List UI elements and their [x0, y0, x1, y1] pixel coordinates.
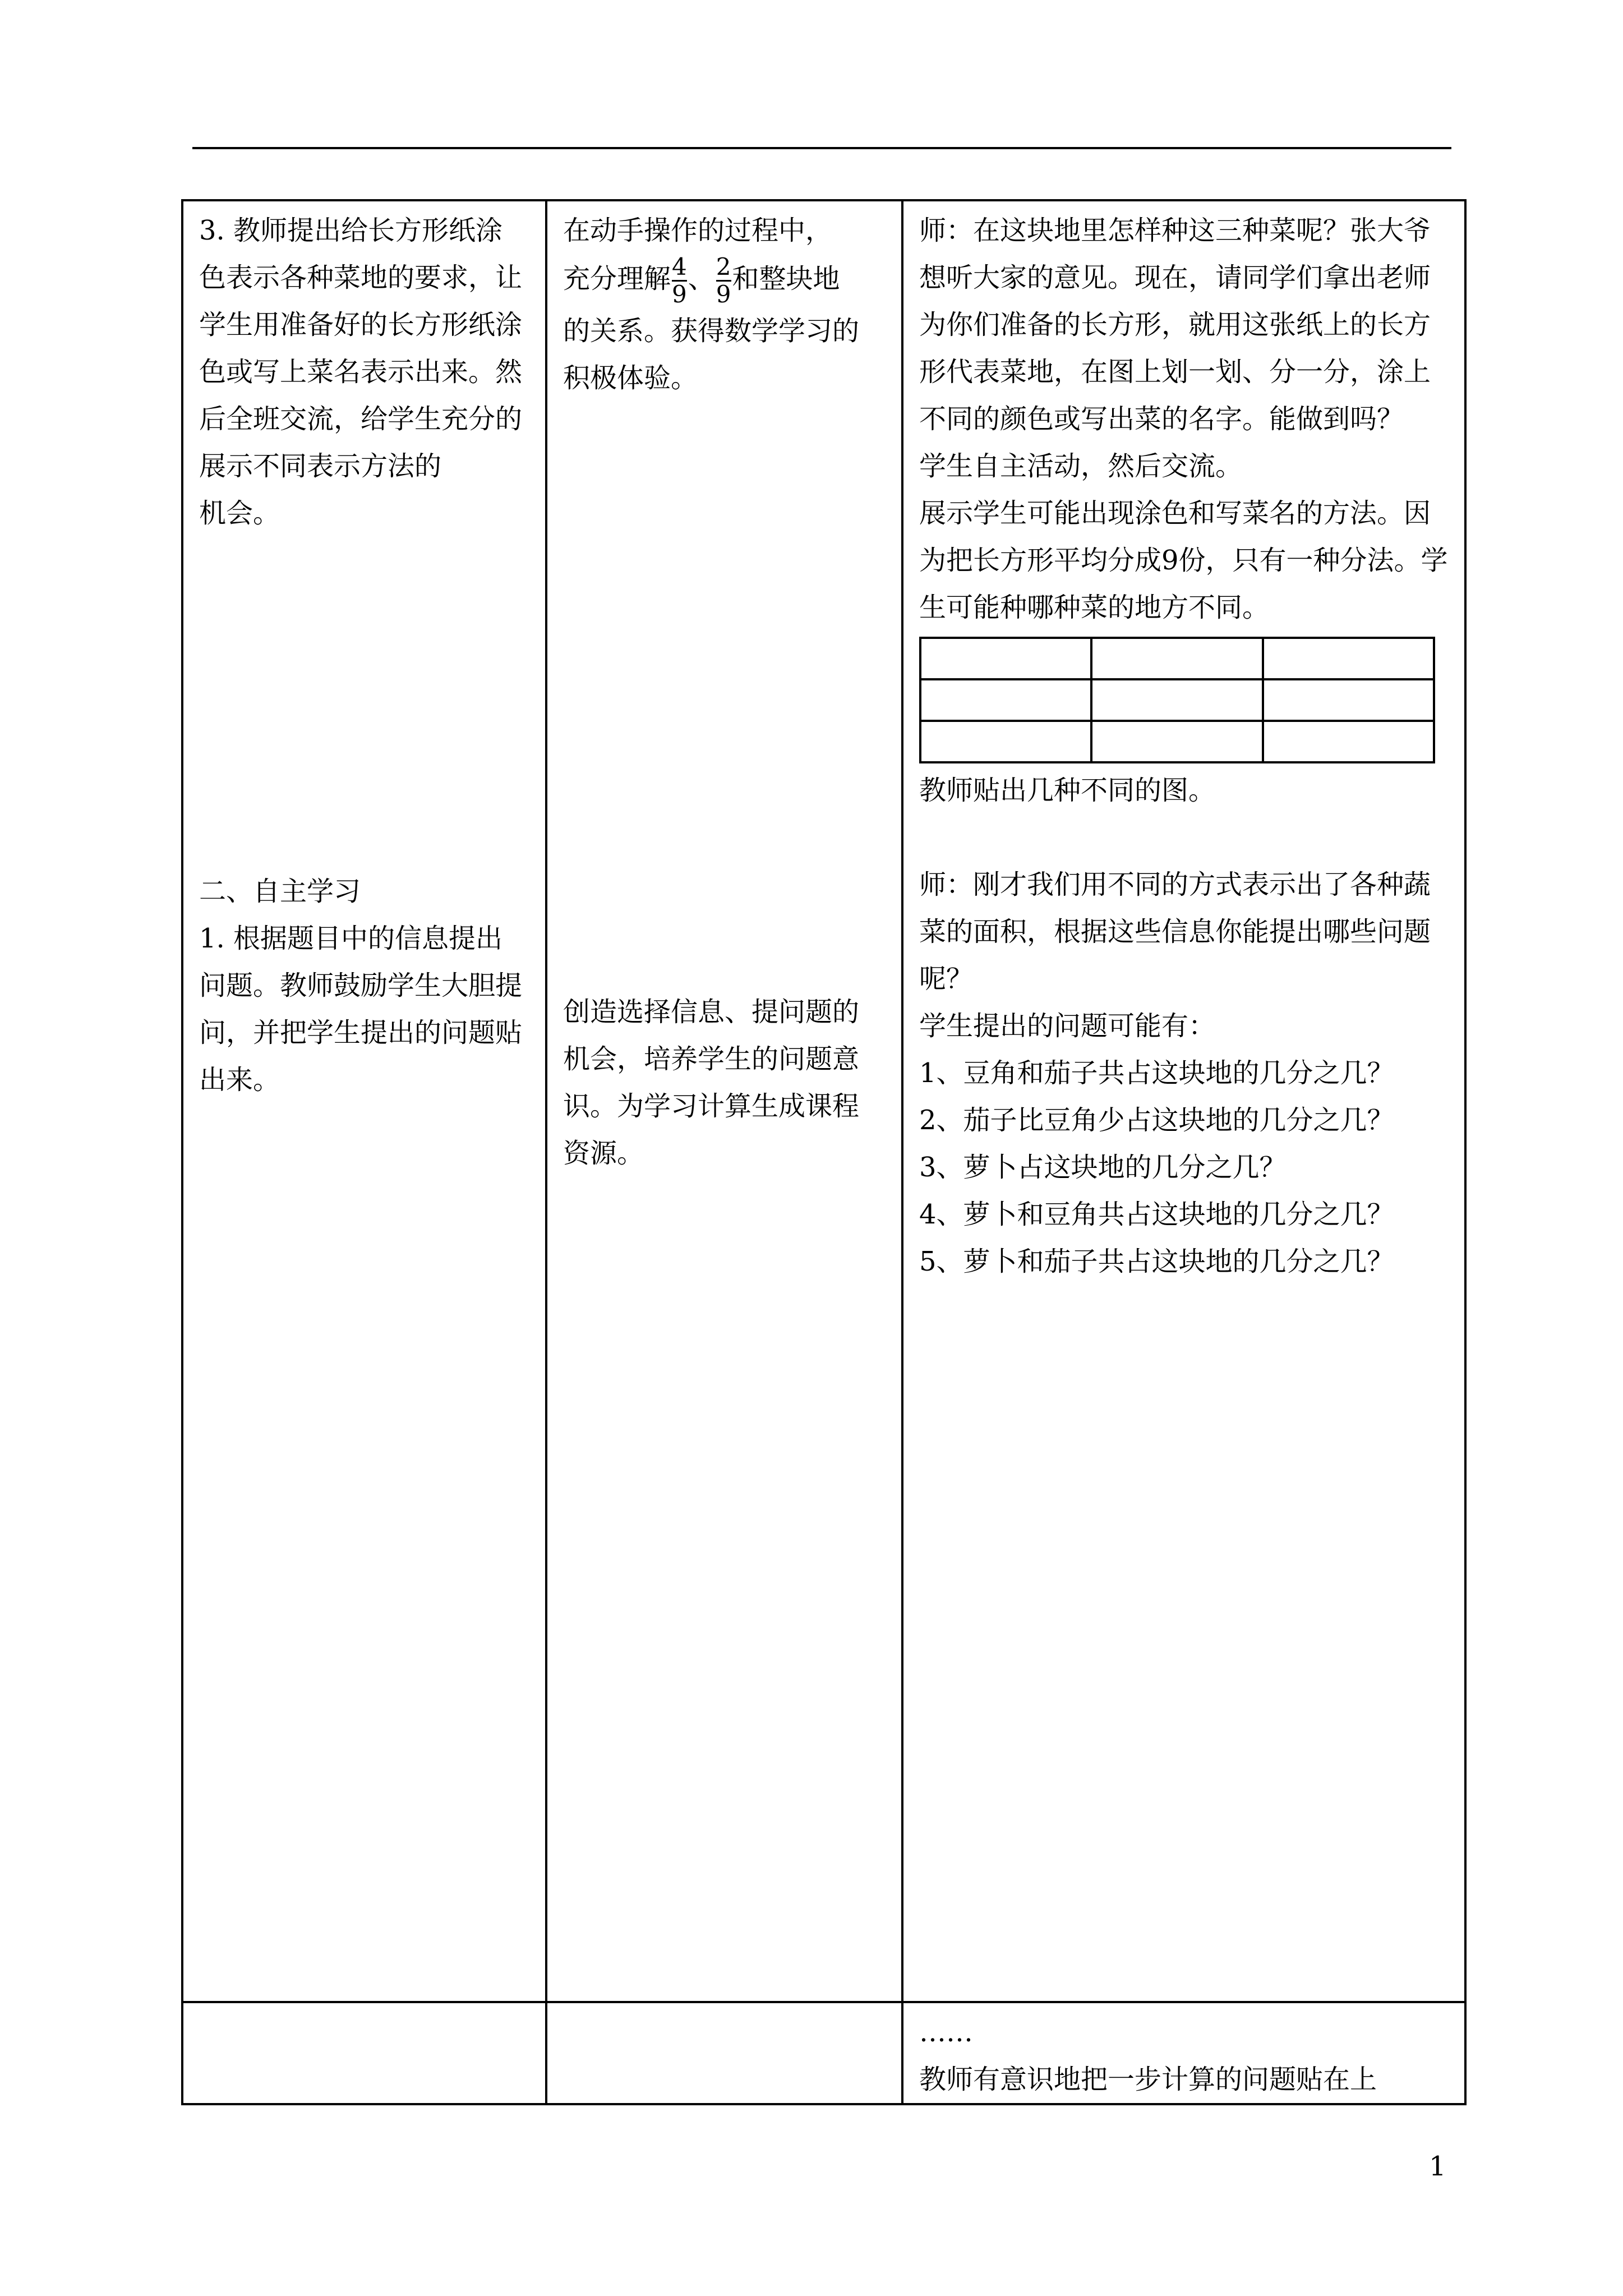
footer-text: 教师有意识地把一步计算的问题贴在上 [919, 2064, 1377, 2095]
fraction-two-ninths [716, 254, 731, 307]
intent-line-2 [563, 254, 886, 307]
intent-suffix: 和整块地 [732, 263, 840, 295]
grid-cell [1091, 721, 1262, 762]
grid-cell [1263, 638, 1434, 679]
question-item: 1、豆角和茄子共占这块地的几分之几？ [919, 1057, 1394, 1089]
intent-block-2: 创造选择信息、提问题的机会，培养学生的问题意识。为学习计算生成课程资源。 [563, 996, 860, 1169]
grid-cell [1091, 638, 1262, 679]
intent-line-3: 的关系。获得数学学习的积极体验。 [563, 315, 860, 394]
rectangle-grid-3x3 [919, 637, 1435, 763]
grid-cell [920, 679, 1091, 721]
page-number: 1 [1429, 2151, 1446, 2182]
step-3-text: 3. 教师提出给长方形纸涂色表示各种菜地的要求，让学生用准备好的长方形纸涂色或写上菜名表示出来。然后全班交流，给学生充分的展示不同表示方法的 [199, 215, 523, 482]
question-item: 3、萝卜占这块地的几分之几？ [919, 1152, 1287, 1183]
footer-activity-cell [902, 2002, 1465, 2104]
activity-cell [902, 200, 1465, 2002]
teaching-process-cell [182, 200, 546, 2002]
fraction-four-ninths [672, 254, 687, 307]
student-activity: 学生自主活动，然后交流。 [919, 450, 1243, 482]
fraction-separator: 、 [688, 263, 715, 295]
display-methods: 展示学生可能出现涂色和写菜名的方法。因为把长方形平均分成9份，只有一种分法。学生可能种哪种菜的地方不同。 [919, 498, 1448, 623]
table-row [182, 2002, 1465, 2104]
fraction-numerator: 4 [672, 253, 687, 280]
grid-cell [1263, 721, 1434, 762]
intent-prefix: 充分理解 [563, 263, 671, 295]
question-item: 5、萝卜和茄子共占这块地的几分之几？ [919, 1246, 1394, 1277]
ellipsis: …… [919, 2017, 973, 2048]
lesson-plan-table [181, 199, 1467, 2105]
grid-cell [920, 638, 1091, 679]
header-rule [192, 147, 1451, 149]
grid-cell [1263, 679, 1434, 721]
teacher-posts-figures: 教师贴出几种不同的图。 [919, 775, 1216, 806]
student-questions-intro: 学生提出的问题可能有： [919, 1010, 1216, 1042]
teacher-prompt-2: 师：刚才我们用不同的方式表示出了各种蔬菜的面积，根据这些信息你能提出哪些问题呢？ [919, 869, 1431, 995]
design-intent-cell [546, 200, 902, 2002]
grid-cell [920, 721, 1091, 762]
step-3-end: 机会。 [199, 498, 280, 529]
teacher-prompt-1: 师：在这块地里怎样种这三种菜呢？张大爷想听大家的意见。现在，请同学们拿出老师为你们准备的长方形，就用这张纸上的长方形代表菜地，在图上划一划、分一分，涂上不同的颜色或写出菜的名字。能做到吗？ [919, 215, 1431, 435]
fraction-denominator: 9 [716, 280, 731, 308]
intent-line-1: 在动手操作的过程中， [563, 215, 833, 246]
empty-cell [546, 2002, 902, 2104]
fraction-numerator: 2 [716, 253, 731, 280]
table-row [182, 200, 1465, 2002]
section-2-title: 二、自主学习 [199, 876, 361, 907]
fraction-denominator: 9 [672, 280, 687, 308]
grid-cell [1091, 679, 1262, 721]
question-item: 2、茄子比豆角少占这块地的几分之几？ [919, 1105, 1394, 1136]
empty-cell [182, 2002, 546, 2104]
step-1-text: 1. 根据题目中的信息提出问题。教师鼓励学生大胆提问，并把学生提出的问题贴出来。 [199, 923, 523, 1096]
question-item: 4、萝卜和豆角共占这块地的几分之几？ [919, 1199, 1394, 1230]
